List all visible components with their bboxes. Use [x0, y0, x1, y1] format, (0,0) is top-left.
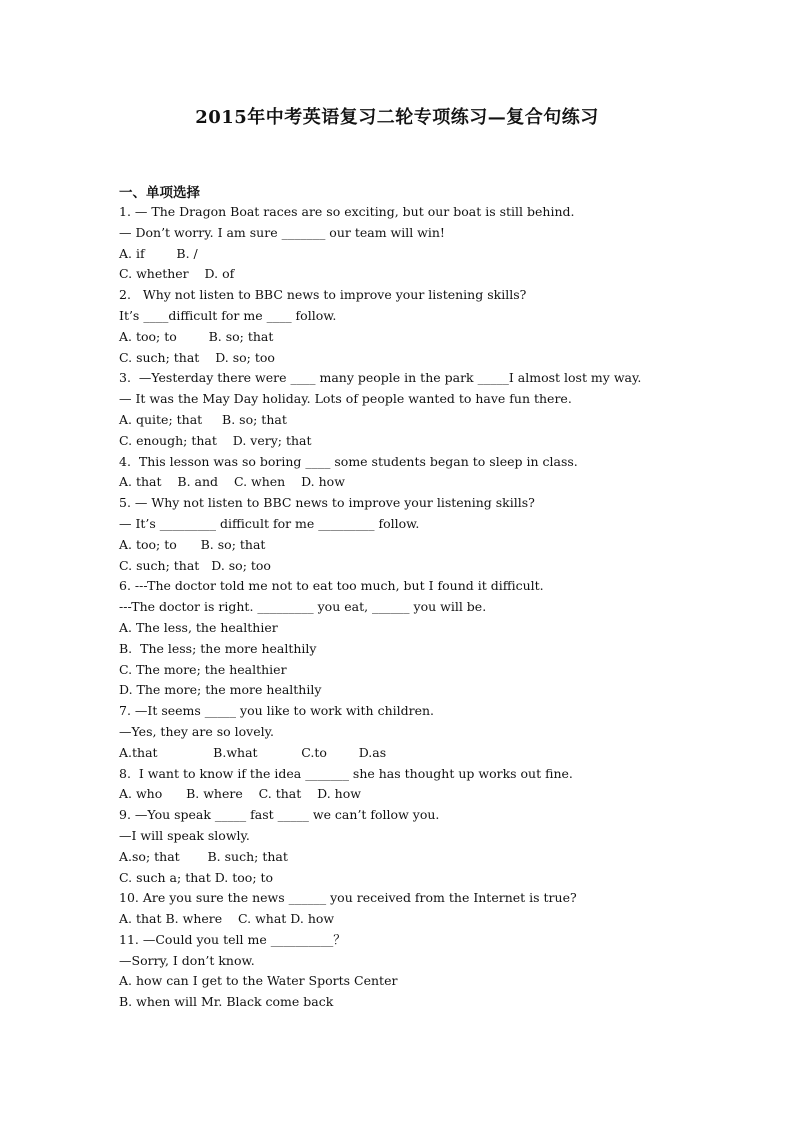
section-heading: 一、单项选择	[119, 185, 200, 201]
question-11-reply: —Sorry, I don’t know.	[119, 952, 255, 968]
question-1-reply: — Don’t worry. I am sure _______ our team will win!	[119, 224, 445, 240]
question-5-options-ab: A. too; to B. so; that	[119, 536, 266, 552]
question-6-stem: 6. ---The doctor told me not to eat too much, but I found it difficult.	[119, 578, 544, 594]
question-6-reply: ---The doctor is right. _________ you eat, ______ you will be.	[119, 599, 487, 615]
question-9-options-cd: C. such a; that D. too; to	[119, 869, 274, 885]
question-10-options: A. that B. where C. what D. how	[119, 911, 335, 927]
question-1-options-cd: C. whether D. of	[119, 266, 235, 282]
question-5-stem: 5. — Why not listen to BBC news to improve your listening skills?	[119, 495, 535, 511]
question-11-option-a: A. how can I get to the Water Sports Center	[119, 973, 398, 989]
question-2-options-cd: C. such; that D. so; too	[119, 349, 275, 365]
question-1-stem: 1. — The Dragon Boat races are so exciting, but our boat is still behind.	[119, 204, 575, 219]
question-11-stem: 11. —Could you tell me __________？	[119, 931, 346, 947]
question-4-stem: 4. This lesson was so boring ____ some students began to sleep in class.	[119, 453, 578, 469]
question-7-stem: 7. —It seems _____ you like to work with children.	[119, 703, 435, 719]
question-4-options: A. that B. and C. when D. how	[119, 474, 345, 490]
question-3-options-ab: A. quite; that B. so; that	[119, 411, 287, 427]
question-3-options-cd: C. enough; that D. very; that	[119, 432, 312, 448]
page-title: 2015年中考英语复习二轮专项练习—复合句练习	[195, 107, 599, 128]
question-7-reply: —Yes, they are so lovely.	[119, 723, 274, 739]
question-2-reply: It’s ____difficult for me ____ follow.	[119, 307, 337, 323]
question-11-option-b: B. when will Mr. Black come back	[119, 994, 334, 1010]
question-6-option-a: A. The less, the healthier	[119, 619, 278, 635]
question-1-options-ab: A. if B. /	[119, 245, 198, 261]
question-6-option-b: B. The less; the more healthily	[119, 640, 317, 656]
question-3-reply: — It was the May Day holiday. Lots of people wanted to have fun there.	[119, 391, 572, 407]
question-3-stem: 3. —Yesterday there were ____ many people in the park _____I almost lost my way.	[119, 370, 642, 386]
question-10-stem: 10. Are you sure the news ______ you received from the Internet is true?	[119, 890, 577, 906]
question-9-reply: —I will speak slowly.	[119, 827, 250, 843]
question-7-options: A.that B.what C.to D.as	[119, 744, 387, 760]
question-9-stem: 9. —You speak _____ fast _____ we can’t follow you.	[119, 807, 440, 823]
question-5-options-cd: C. such; that D. so; too	[119, 557, 271, 573]
question-2-options-ab: A. too; to B. so; that	[119, 328, 274, 344]
question-2-stem: 2. Why not listen to BBC news to improve your listening skills?	[119, 287, 527, 303]
question-8-options: A. who B. where C. that D. how	[119, 786, 361, 802]
question-5-reply: — It’s _________ difficult for me _________ follow.	[119, 515, 420, 531]
question-8-stem: 8. I want to know if the idea _______ she has thought up works out fine.	[119, 765, 573, 781]
question-9-options-ab: A.so; that B. such; that	[119, 848, 288, 864]
question-6-option-c: C. The more; the healthier	[119, 661, 287, 677]
question-6-option-d: D. The more; the more healthily	[119, 682, 322, 698]
question-list	[119, 202, 719, 1013]
